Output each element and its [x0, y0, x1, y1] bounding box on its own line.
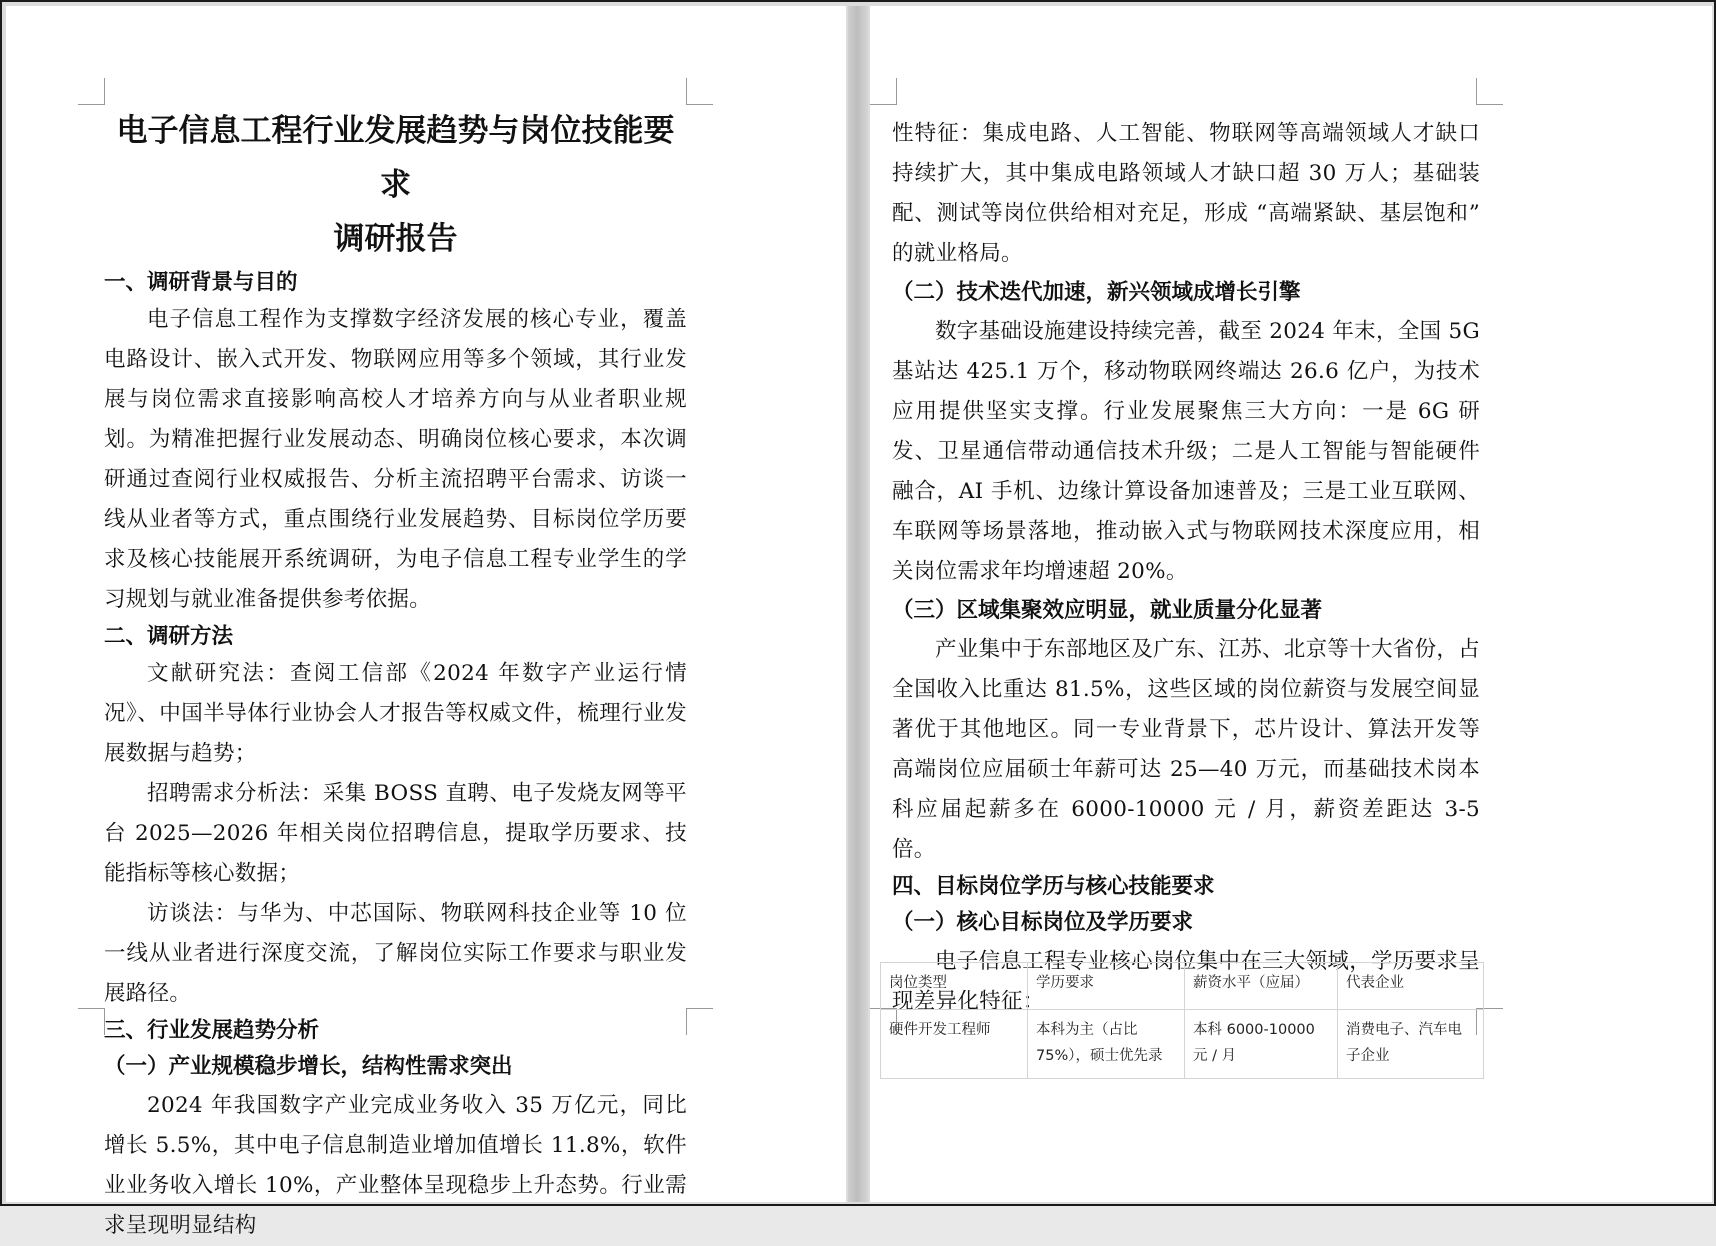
subsection-3-2-paragraph: 数字基础设施建设持续完善，截至 2024 年末，全国 5G 基站达 425.1 万个，移动物联网终端达 26.6 亿户，为技术应用提供坚实支撑。行业发展聚焦三大方向：一是 6G 研发、卫星通信带动通信技术升级；二是人工智能与智能硬件融合，AI 手机、边缘计算设备加速普及；三是工业互联网、车联网等场景落地，推动嵌入式与物联网技术深度应用，相关岗位需求年均增速超 20%。	[892, 319, 1480, 584]
table-header-cell: 学历要求	[1028, 963, 1185, 1010]
table-cell: 硬件开发工程师	[881, 1010, 1028, 1079]
section-heading-1: 一、调研背景与目的	[104, 270, 298, 295]
title-line-1: 电子信息工程行业发展趋势与岗位技能要求	[116, 113, 675, 203]
subsection-heading-3-2: （二）技术迭代加速，新兴领域成增长引擎	[892, 280, 1301, 305]
method-paragraph-3: 访谈法：与华为、中芯国际、物联网科技企业等 10 位一线从业者进行深度交流，了解岗位实际工作要求与职业发展路径。	[104, 901, 687, 1006]
subsection-3-3-paragraph: 产业集中于东部地区及广东、江苏、北京等十大省份，占全国收入比重达 81.5%，这些区域的岗位薪资与发展空间显著优于其他地区。同一专业背景下，芯片设计、算法开发等高端岗位应届硕士年薪可达 25—40 万元，而基础技术岗本科应届起薪多在 6000-10000 元 / 月，薪资差距达 3-5 倍。	[892, 637, 1481, 862]
crop-mark	[78, 78, 105, 105]
position-requirements-table	[880, 962, 1484, 1079]
section-1-paragraph: 电子信息工程作为支撑数字经济发展的核心专业，覆盖电路设计、嵌入式开发、物联网应用等多个领域，其行业发展与岗位需求直接影响高校人才培养方向与从业者职业规划。为精准把握行业发展动态、明确岗位核心要求，本次调研通过查阅行业权威报告、分析主流招聘平台需求、访谈一线从业者等方式，重点围绕行业发展趋势、目标岗位学历要求及核心技能展开系统调研，为电子信息工程专业学生的学习规划与就业准备提供参考依据。	[104, 307, 687, 612]
table-header-row	[881, 963, 1484, 1010]
table-row	[881, 1010, 1484, 1079]
crop-mark	[1476, 78, 1503, 105]
method-paragraph-1: 文献研究法：查阅工信部《2024 年数字产业运行情况》、中国半导体行业协会人才报告等权威文件，梳理行业发展数据与趋势；	[104, 661, 687, 766]
crop-mark	[686, 1008, 713, 1035]
section-heading-3: 三、行业发展趋势分析	[104, 1018, 320, 1043]
subsection-heading-3-1: （一）产业规模稳步增长，结构性需求突出	[104, 1054, 513, 1079]
table-header-cell: 岗位类型	[881, 963, 1028, 1010]
page-left-content	[104, 104, 687, 1246]
document-page-left	[6, 6, 846, 1238]
subsection-heading-3-3: （三）区域集聚效应明显，就业质量分化显著	[892, 598, 1323, 623]
page-right-content	[892, 114, 1480, 1022]
subsection-3-1-paragraph: 2024 年我国数字产业完成业务收入 35 万亿元，同比增长 5.5%，其中电子信息制造业增加值增长 11.8%，软件业业务收入增长 10%，产业整体呈现稳步上升态势。行业需求呈现明显结构	[104, 1093, 687, 1238]
crop-mark	[78, 1008, 105, 1035]
table-header-cell: 代表企业	[1338, 963, 1484, 1010]
page-gutter	[848, 6, 868, 1202]
table-cell: 消费电子、汽车电子企业	[1338, 1010, 1484, 1079]
crop-mark	[686, 78, 713, 105]
section-heading-4: 四、目标岗位学历与核心技能要求	[892, 874, 1215, 899]
subsection-heading-4-1: （一）核心目标岗位及学历要求	[892, 910, 1194, 935]
continued-paragraph: 性特征：集成电路、人工智能、物联网等高端领域人才缺口持续扩大，其中集成电路领域人才缺口超 30 万人；基础装配、测试等岗位供给相对充足，形成 “高端紧缺、基层饱和” 的就业格局。	[892, 121, 1480, 266]
method-paragraph-2: 招聘需求分析法：采集 BOSS 直聘、电子发烧友网等平台 2025—2026 年相关岗位招聘信息，提取学历要求、技能指标等核心数据；	[104, 781, 687, 886]
section-4-paragraph: 电子信息工程专业核心岗位集中在三大领域，学历要求呈现差异化特征：	[892, 949, 1481, 1014]
title-line-2: 调研报告	[333, 221, 458, 257]
crop-mark	[870, 78, 897, 105]
document-page-right	[870, 6, 1712, 1202]
section-heading-2: 二、调研方法	[104, 624, 234, 649]
table-cell: 本科为主（占比 75%），硕士优先录	[1028, 1010, 1185, 1079]
document-title	[104, 104, 687, 266]
table-header-cell: 薪资水平（应届）	[1185, 963, 1338, 1010]
table-cell: 本科 6000-10000 元 / 月	[1185, 1010, 1338, 1079]
